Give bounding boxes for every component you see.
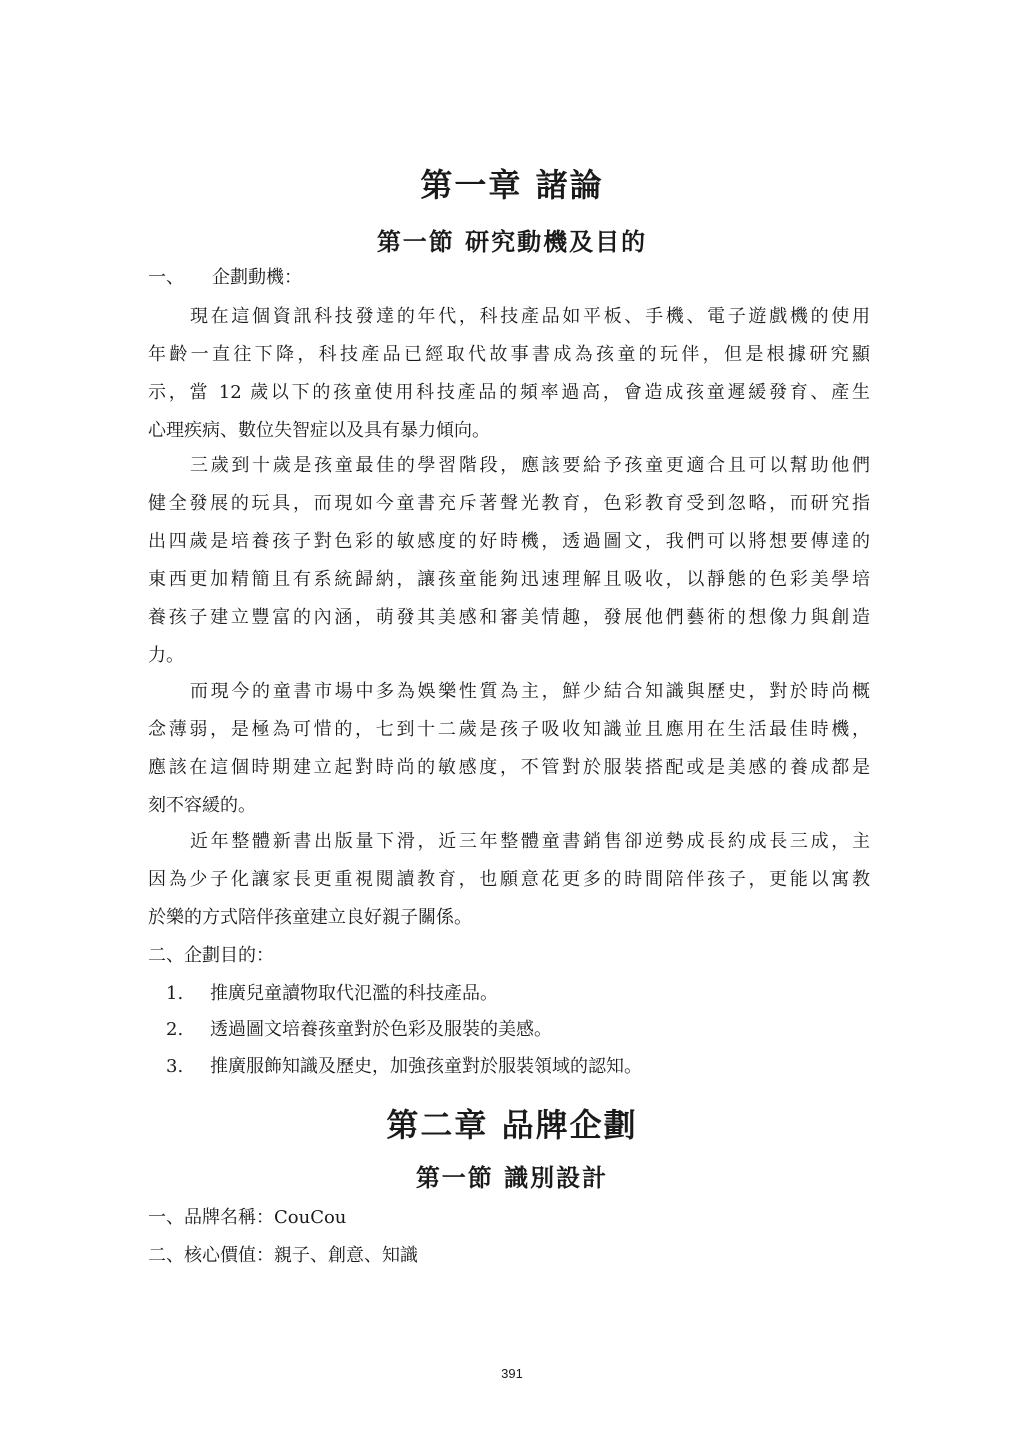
goal-3-number: 3.	[166, 1056, 184, 1077]
chapter-2-section-1-title: 第一節 識別設計	[415, 1163, 609, 1192]
goal-1-number: 1.	[166, 983, 184, 1004]
paragraph-4-line-1: 近年整體新書出版量下滑，近三年整體童書銷售卻逆勢成長約成長三成，主	[190, 831, 870, 852]
goal-heading: 二、企劃目的：	[148, 945, 274, 966]
paragraph-1-line-4: 心理疾病、數位失智症以及具有暴力傾向。	[148, 420, 490, 441]
core-values-line: 二、核心價值：親子、創意、知識	[148, 1245, 418, 1266]
paragraph-3-line-4: 刻不容緩的。	[148, 795, 256, 816]
paragraph-2-line-2: 健全發展的玩具，而現如今童書充斥著聲光教育，色彩教育受到忽略，而研究指	[148, 493, 870, 514]
paragraph-2-line-4: 東西更加精簡且有系統歸納，讓孩童能夠迅速理解且吸收，以靜態的色彩美學培	[148, 569, 870, 590]
paragraph-2-line-3: 出四歲是培養孩子對色彩的敏感度的好時機，透過圖文，我們可以將想要傳達的	[148, 531, 870, 552]
motive-heading-text: 企劃動機：	[212, 267, 302, 288]
brand-name-line: 一、品牌名稱：CouCou	[148, 1207, 347, 1228]
goal-2-number: 2.	[166, 1019, 184, 1040]
paragraph-4-line-3: 於樂的方式陪伴孩童建立良好親子關係。	[148, 907, 472, 928]
paragraph-4-line-2: 因為少子化讓家長更重視閱讀教育，也願意花更多的時間陪伴孩子，更能以寓教	[148, 869, 870, 890]
chapter-1-title: 第一章 諸論	[420, 166, 604, 204]
page-number: 391	[501, 1366, 523, 1381]
paragraph-1-line-1: 現在這個資訊科技發達的年代，科技產品如平板、手機、電子遊戲機的使用	[190, 306, 870, 327]
paragraph-1-line-2: 年齡一直往下降，科技產品已經取代故事書成為孩童的玩伴，但是根據研究顯	[148, 344, 870, 365]
goal-2-text: 透過圖文培養孩童對於色彩及服裝的美感。	[210, 1019, 552, 1040]
paragraph-2-line-6: 力。	[148, 645, 184, 666]
paragraph-1-line-3: 示，當 12 歲以下的孩童使用科技產品的頻率過高，會造成孩童遲緩發育、產生	[148, 382, 870, 403]
chapter-2-title: 第二章 品牌企劃	[386, 1106, 638, 1144]
paragraph-3-line-1: 而現今的童書市場中多為娛樂性質為主，鮮少結合知識與歷史，對於時尚概	[190, 681, 870, 702]
paragraph-2-line-5: 養孩子建立豐富的內涵，萌發其美感和審美情趣，發展他們藝術的想像力與創造	[148, 607, 870, 628]
motive-heading-num: 一、	[148, 267, 184, 288]
goal-1-text: 推廣兒童讀物取代氾濫的科技產品。	[210, 983, 498, 1004]
paragraph-2-line-1: 三歲到十歲是孩童最佳的學習階段，應該要給予孩童更適合且可以幫助他們	[190, 455, 870, 476]
paragraph-3-line-3: 應該在這個時期建立起對時尚的敏感度，不管對於服裝搭配或是美感的養成都是	[148, 757, 870, 778]
paragraph-3-line-2: 念薄弱，是極為可惜的，七到十二歲是孩子吸收知識並且應用在生活最佳時機，	[148, 719, 870, 740]
chapter-1-section-1-title: 第一節 研究動機及目的	[376, 227, 648, 256]
goal-3-text: 推廣服飾知識及歷史，加強孩童對於服裝領域的認知。	[210, 1056, 642, 1077]
